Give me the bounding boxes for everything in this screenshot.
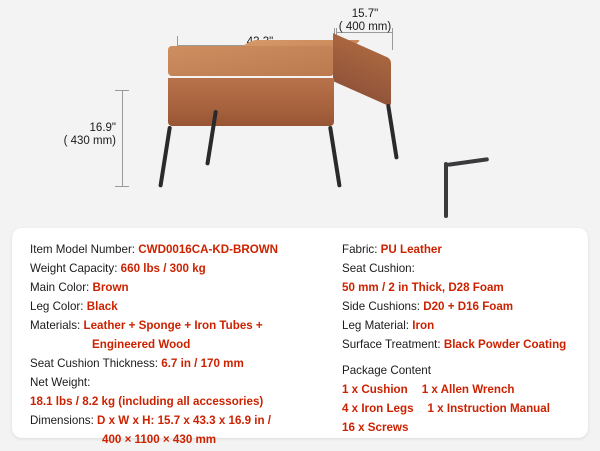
spec-value-dimensions-line2: 400 × 1100 × 430 mm [102, 433, 217, 446]
height-dimension-label [32, 122, 116, 148]
spec-value-net-weight: 18.1 lbs / 8.2 kg (including all accessories) [30, 395, 264, 408]
spec-row-leg-color [30, 299, 342, 316]
spec-row-main-color [30, 280, 342, 297]
spec-label-fabric: Fabric: [342, 243, 378, 256]
height-tick-bottom [115, 186, 129, 187]
spec-row-leg-material [342, 318, 588, 335]
package-content-heading: Package Content [342, 363, 431, 377]
spec-row-cushion-thickness [30, 356, 342, 373]
bench-front-face [168, 78, 334, 126]
bench-leg-front-left [158, 126, 172, 188]
spec-label-cushion-thickness: Seat Cushion Thickness: [30, 357, 159, 370]
depth-secondary: ( 400 mm) [338, 21, 392, 33]
spec-row-dimensions [30, 413, 342, 430]
spec-label-model-number: Item Model Number: [30, 243, 136, 256]
bench-leg-front-right [328, 126, 342, 188]
spec-value-surface-treatment: Black Powder Coating [443, 338, 567, 351]
spec-value-materials-line2: Engineered Wood [92, 338, 191, 351]
spec-label-surface-treatment: Surface Treatment: [342, 338, 441, 351]
spec-value-dimensions: D x W x H: 15.7 x 43.3 x 16.9 in / [97, 414, 272, 427]
package-line-3 [342, 420, 588, 437]
package-item-allen-wrench: 1 x Allen Wrench [421, 382, 515, 396]
spec-label-leg-color: Leg Color: [30, 300, 84, 313]
height-secondary: ( 430 mm) [63, 135, 116, 147]
spec-label-materials: Materials: [30, 319, 81, 332]
depth-primary: 15.7" [351, 8, 379, 20]
package-line-1 [342, 382, 588, 399]
spec-label-main-color: Main Color: [30, 281, 90, 294]
bench-leg-back-right [386, 104, 399, 160]
package-item-cushion: 1 x Cushion [342, 382, 408, 396]
spec-value-cushion-thickness: 6.7 in / 170 mm [161, 357, 244, 370]
spec-label-leg-material: Leg Material: [342, 319, 410, 332]
spec-value-materials: Leather + Sponge + Iron Tubes + [83, 319, 263, 332]
package-item-instruction-manual: 1 x Instruction Manual [427, 401, 550, 415]
bench-top-plane [168, 46, 334, 76]
spec-value-side-cushions: D20 + D16 Foam [423, 300, 514, 313]
spec-value-leg-color: Black [86, 300, 118, 313]
spec-row-weight-capacity [30, 261, 342, 278]
spec-row-model-number [30, 242, 342, 259]
height-primary: 16.9" [89, 122, 116, 134]
spec-value-weight-capacity: 660 lbs / 300 kg [120, 262, 206, 275]
spec-value-fabric: PU Leather [380, 243, 442, 256]
spec-row-surface-treatment [342, 337, 588, 354]
package-item-screws: 16 x Screws [342, 420, 409, 434]
spec-label-side-cushions: Side Cushions: [342, 300, 420, 313]
bench-side-face [333, 33, 391, 107]
spec-row-materials [30, 318, 342, 335]
spec-value-model-number: CWD0016CA-KD-BROWN [138, 243, 279, 256]
package-item-iron-legs: 4 x Iron Legs [342, 401, 414, 415]
spec-row-net-weight [30, 375, 342, 392]
spec-value-seat-cushion: 50 mm / 2 in Thick, D28 Foam [342, 281, 504, 294]
height-tick-top [115, 90, 129, 91]
spec-row-side-cushions [342, 299, 588, 316]
spec-label-dimensions: Dimensions: [30, 414, 94, 427]
height-dimension-line [122, 90, 123, 186]
specification-panel [12, 228, 588, 446]
spec-label-weight-capacity: Weight Capacity: [30, 262, 118, 275]
spec-row-seat-cushion [342, 261, 588, 278]
spec-value-main-color: Brown [92, 281, 129, 294]
spec-value-leg-material: Iron [412, 319, 435, 332]
spec-column-left [12, 242, 342, 451]
spec-column-right [342, 242, 588, 451]
depth-dimension-label [330, 8, 400, 34]
spec-label-seat-cushion: Seat Cushion: [342, 262, 415, 275]
spec-label-net-weight: Net Weight: [30, 376, 91, 389]
package-line-2 [342, 401, 588, 418]
spec-row-fabric [342, 242, 588, 259]
